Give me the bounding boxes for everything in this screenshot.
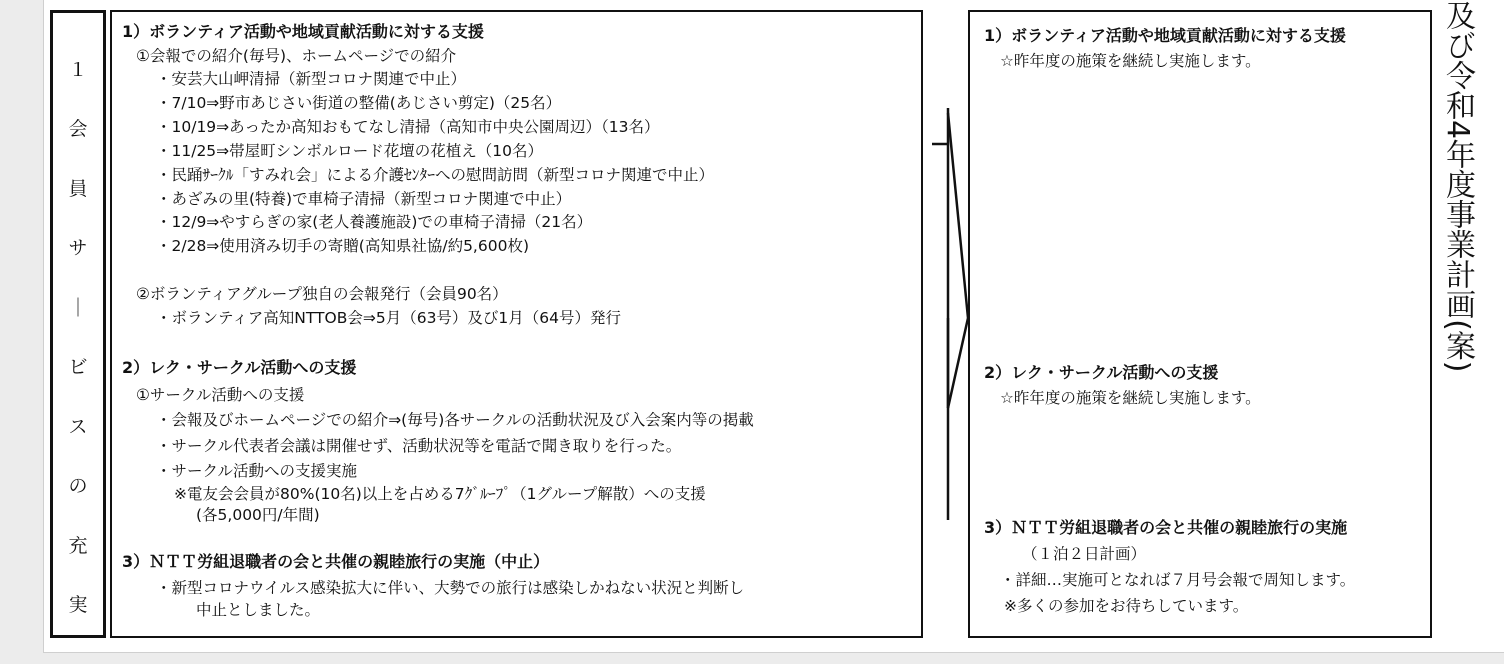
list-item: ・7/10⇒野市あじさい街道の整備(あじさい剪定)（25名） xyxy=(156,94,562,112)
section-label-char: ス xyxy=(68,415,88,438)
list-item: ・10/19⇒あったか高知おもてなし清掃（高知市中央公園周辺）（13名） xyxy=(156,118,660,136)
bracket-arrow-icon xyxy=(928,108,970,524)
section-label-char: サ xyxy=(68,237,88,260)
list-item: ・あざみの里(特養)で車椅子清掃（新型コロナ関連で中止） xyxy=(156,190,572,208)
section-label-char: ビ xyxy=(68,356,88,379)
right-heading-1: 1）ボランティア活動や地域貢献活動に対する支援 xyxy=(984,26,1346,45)
list-item: ・サークル活動への支援実施 xyxy=(156,462,358,480)
left-heading-2: 2）レク・サークル活動への支援 xyxy=(122,358,357,377)
list-item: ・会報及びホームページでの紹介⇒(毎号)各サークルの活動状況及び入会案内等の掲載 xyxy=(156,411,754,429)
right-text-3: （１泊２日計画） xyxy=(1022,545,1147,563)
section-label xyxy=(53,61,103,615)
section-label-box xyxy=(50,10,106,638)
right-heading-2: 2）レク・サークル活動への支援 xyxy=(984,363,1219,382)
vertical-plan-title: 及び令和4年度事業計画(案) xyxy=(1440,0,1475,373)
left-subheading-2: ②ボランティアグループ独自の会報発行（会員90名） xyxy=(136,285,508,303)
list-item: ・新型コロナウイルス感染拡大に伴い、大勢での旅行は感染しかねない状況と判断し xyxy=(156,579,745,597)
support-note-amount: (各5,000円/年間) xyxy=(196,506,320,524)
left-heading-1: 1）ボランティア活動や地域貢献活動に対する支援 xyxy=(122,22,484,41)
right-text-1: ☆昨年度の施策を継続し実施します。 xyxy=(1000,52,1261,70)
section-label-char: １ xyxy=(68,59,88,81)
list-item: ・安芸大山岬清掃（新型コロナ関連で中止） xyxy=(156,70,467,88)
section-label-char: 員 xyxy=(68,177,88,200)
section-label-char: 充 xyxy=(68,534,88,557)
section-label-char: 会 xyxy=(68,118,88,141)
section-label-char: の xyxy=(68,475,88,498)
list-item-continuation: 中止としました。 xyxy=(196,601,321,619)
list-item: ・12/9⇒やすらぎの家(老人養護施設)での車椅子清掃（21名） xyxy=(156,213,593,231)
right-heading-3: 3）ＮＴＴ労組退職者の会と共催の親睦旅行の実施 xyxy=(984,518,1348,537)
section-label-char: 実 xyxy=(68,593,88,616)
list-item: ・2/28⇒使用済み切手の寄贈(高知県社協/約5,600枚) xyxy=(156,237,529,255)
left-heading-3: 3）ＮＴＴ労組退職者の会と共催の親睦旅行の実施（中止） xyxy=(122,552,550,571)
list-item: ・サークル代表者会議は開催せず、活動状況等を電話で聞き取りを行った。 xyxy=(156,437,682,455)
list-item: ・民踊ｻｰｸﾙ「すみれ会」による介護ｾﾝﾀｰへの慰問訪問（新型コロナ関連で中止） xyxy=(156,166,715,184)
right-text-5: ※多くの参加をお待ちしています。 xyxy=(1004,597,1249,615)
fy2022-plan-box xyxy=(968,10,1432,638)
support-note: ※電友会会員が80%(10名)以上を占める7ｸﾞﾙｰﾌﾟ（1グループ解散）への支援 xyxy=(174,485,706,503)
list-item: ・11/25⇒帯屋町シンボルロード花壇の花植え（10名） xyxy=(156,142,543,160)
right-text-2: ☆昨年度の施策を継続し実施します。 xyxy=(1000,389,1261,407)
section-label-char: ｜ xyxy=(68,296,88,319)
right-text-4: ・詳細…実施可となれば７月号会報で周知します。 xyxy=(1000,571,1356,589)
fy2021-results-box xyxy=(110,10,923,638)
left-subheading-1: ①会報での紹介(毎号)、ホームページでの紹介 xyxy=(136,47,457,65)
left-subheading-3: ①サークル活動への支援 xyxy=(136,386,305,404)
list-item: ・ボランティア高知NTTOB会⇒5月（63号）及び1月（64号）発行 xyxy=(156,309,622,327)
bracket-point xyxy=(948,113,968,408)
